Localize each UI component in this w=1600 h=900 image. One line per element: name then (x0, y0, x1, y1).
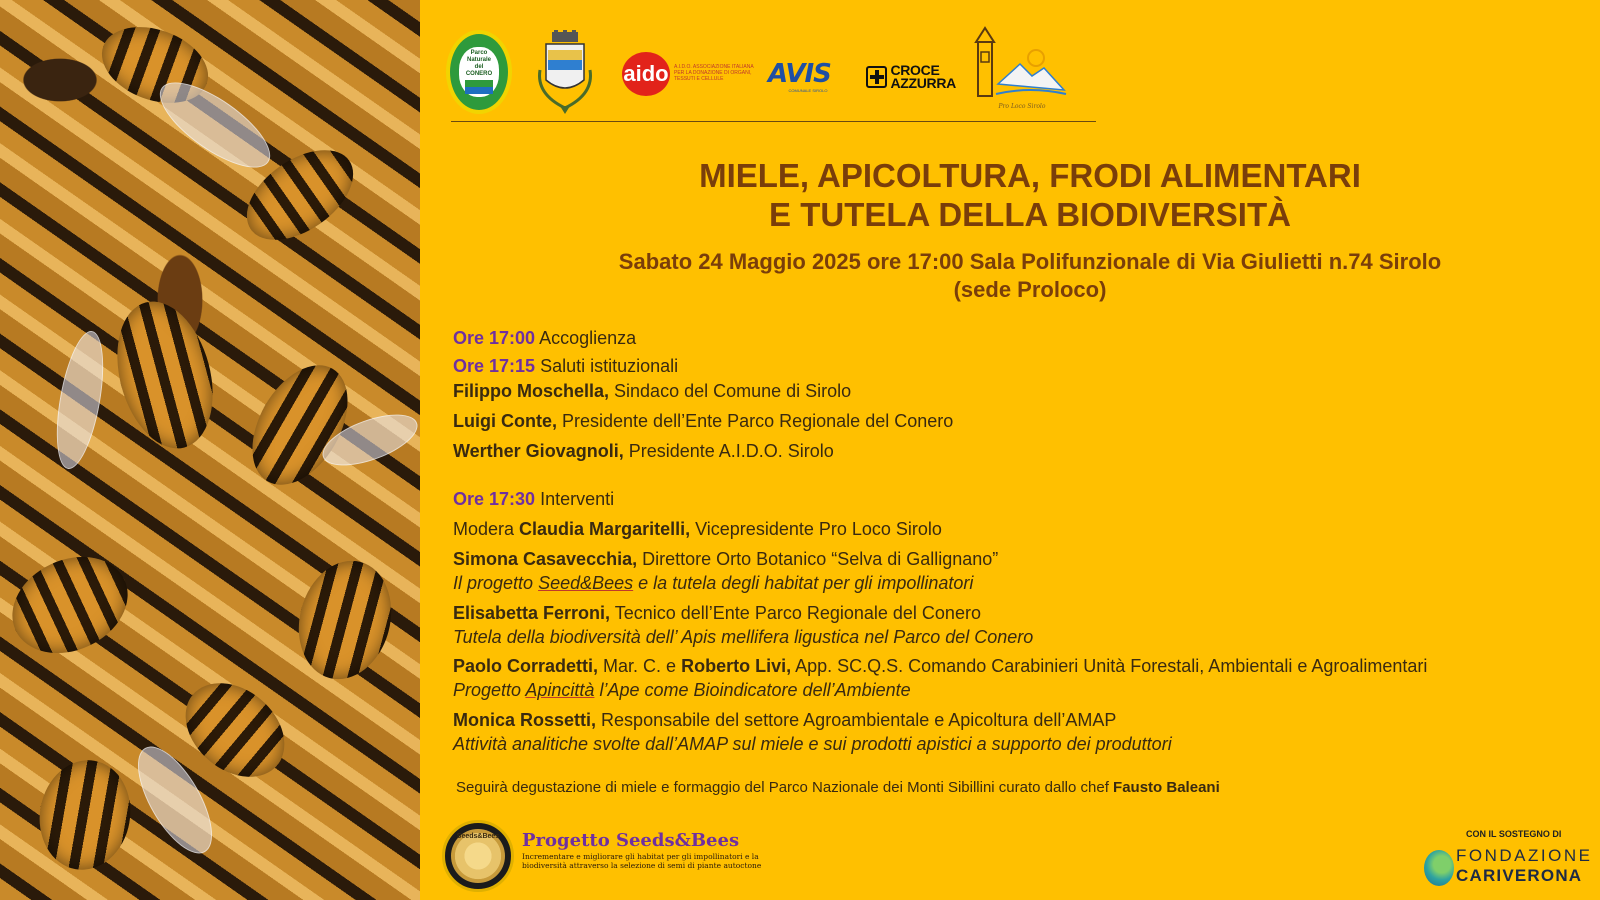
pro-loco-caption: Pro Loco Sirolo (998, 103, 1046, 110)
parco-conero-logo (446, 30, 512, 114)
speaker-name: Simona Casavecchia, (453, 549, 638, 569)
conero-logo-line3: CONERO (465, 71, 493, 77)
talk-title-part: e la tutela degli habitat per gli impollinatori (638, 573, 974, 593)
croce-azzurra-logo (866, 62, 956, 92)
program-item-label: Saluti istituzionali (540, 356, 679, 376)
speaker-name: Roberto Livi, (681, 656, 792, 676)
sponsor-word-2: CARIVERONA (1456, 866, 1583, 885)
speaker-corradetti-livi (453, 656, 1427, 677)
speaker-role: Tecnico dell’Ente Parco Regionale del Conero (614, 603, 981, 623)
event-title (440, 156, 1600, 234)
avis-logo-word: AVIS (768, 59, 831, 89)
speaker-role: Presidente A.I.D.O. Sirolo (628, 441, 834, 461)
speaker-name: Monica Rossetti, (453, 710, 597, 730)
pro-loco-sirolo-logo (970, 24, 1070, 124)
avis-logo (768, 59, 848, 93)
moderator-prefix: Modera (453, 519, 515, 539)
title-line-2: E TUTELA DELLA BIODIVERSITÀ (769, 196, 1291, 233)
sponsor-word-1: FONDAZIONE (1456, 846, 1593, 865)
talk-title-casavecchia (453, 573, 973, 594)
program-item-talks (453, 489, 614, 510)
speaker-name: Filippo Moschella, (453, 381, 610, 401)
speaker-name: Luigi Conte, (453, 411, 557, 431)
aido-logo-caption: A.I.D.O. ASSOCIAZIONE ITALIANA PER LA DONAZIONE DI ORGANI, TESSUTI E CELLULE (674, 64, 754, 82)
seeds-bees-logo-word: Seeds&Bees (451, 829, 505, 883)
speaker-moschella (453, 381, 851, 402)
time-label: Ore 17:30 (453, 489, 536, 509)
speaker-name: Claudia Margaritelli, (519, 519, 691, 539)
sponsor-label: CON IL SOSTEGNO DI (1466, 829, 1562, 839)
time-label: Ore 17:00 (453, 328, 536, 348)
program-item-label: Interventi (540, 489, 615, 509)
talk-title-part: Seed&Bees (538, 573, 634, 593)
time-label: Ore 17:15 (453, 356, 536, 376)
program-item-greetings (453, 356, 678, 377)
aido-logo-word: aido (622, 52, 670, 96)
talk-title-rossetti: Attività analitiche svolte dall’AMAP sul miele e sui prodotti apistici a supporto dei produttori (453, 734, 1172, 754)
speaker-role: Responsabile del settore Agroambientale e Apicoltura dell’AMAP (601, 710, 1117, 730)
speaker-casavecchia (453, 549, 998, 570)
subtitle-line-1: Sabato 24 Maggio 2025 ore 17:00 Sala Polifunzionale di Via Giulietti n.74 Sirolo (618, 249, 1442, 274)
seeds-bees-description: Incrementare e migliorare gli habitat per gli impollinatori e la biodiversità attraverso la selezione di semi di piante autoctone (522, 852, 762, 870)
speaker-connector: Mar. C. e (603, 656, 677, 676)
talk-title-corradetti (453, 680, 911, 701)
program-item-label: Accoglienza (539, 328, 637, 348)
speaker-name: Elisabetta Ferroni, (453, 603, 611, 623)
speaker-role: Presidente dell’Ente Parco Regionale del Conero (562, 411, 954, 431)
fondazione-cariverona-logo-mark (1424, 850, 1454, 886)
program-item-welcome (453, 328, 636, 349)
seeds-bees-logo (442, 820, 514, 892)
speaker-role: Vicepresidente Pro Loco Sirolo (695, 519, 942, 539)
talk-title-part: l’Ape come Bioindicatore dell’Ambiente (599, 680, 911, 700)
aido-logo (622, 52, 762, 96)
partner-logos (446, 24, 1096, 120)
croce-logo-line1: CROCE (890, 62, 940, 78)
sirolo-crest-logo (532, 30, 598, 116)
avis-logo-caption: COMUNALE SIROLO (788, 88, 828, 93)
subtitle-line-2: (sede Proloco) (953, 277, 1107, 302)
talk-title-part: Apincittà (525, 680, 595, 700)
speaker-ferroni (453, 603, 981, 624)
logos-divider (451, 121, 1096, 122)
event-date-location (440, 248, 1600, 304)
speaker-name: Paolo Corradetti, (453, 656, 599, 676)
cross-icon (866, 66, 887, 88)
tasting-note-text: Seguirà degustazione di miele e formaggio del Parco Nazionale dei Monti Sibillini curato dallo chef (456, 779, 1109, 796)
croce-logo-line2: AZZURRA (890, 75, 956, 91)
bees-photo (0, 0, 420, 900)
speaker-role: Direttore Orto Botanico “Selva di Gallignano” (642, 549, 999, 569)
chef-name: Fausto Baleani (1113, 779, 1220, 796)
talk-title-ferroni: Tutela della biodiversità dell’ Apis mellifera ligustica nel Parco del Conero (453, 627, 1034, 647)
tasting-note (456, 779, 1220, 796)
seeds-bees-title: Progetto Seeds&Bees (522, 830, 740, 851)
speaker-conte (453, 411, 953, 432)
speaker-name: Werther Giovagnoli, (453, 441, 624, 461)
speaker-role: Sindaco del Comune di Sirolo (614, 381, 852, 401)
title-line-1: MIELE, APICOLTURA, FRODI ALIMENTARI (699, 157, 1361, 194)
conero-logo-line2: del (474, 64, 484, 70)
conero-logo-line1: Parco Naturale (466, 50, 491, 63)
speaker-rossetti (453, 710, 1116, 731)
talk-title-part: Progetto (453, 680, 522, 700)
speaker-role: App. SC.Q.S. Comando Carabinieri Unità Forestali, Ambientali e Agroalimentari (795, 656, 1428, 676)
moderator (453, 519, 942, 540)
talk-title-part: Il progetto (453, 573, 534, 593)
speaker-giovagnoli (453, 441, 834, 462)
